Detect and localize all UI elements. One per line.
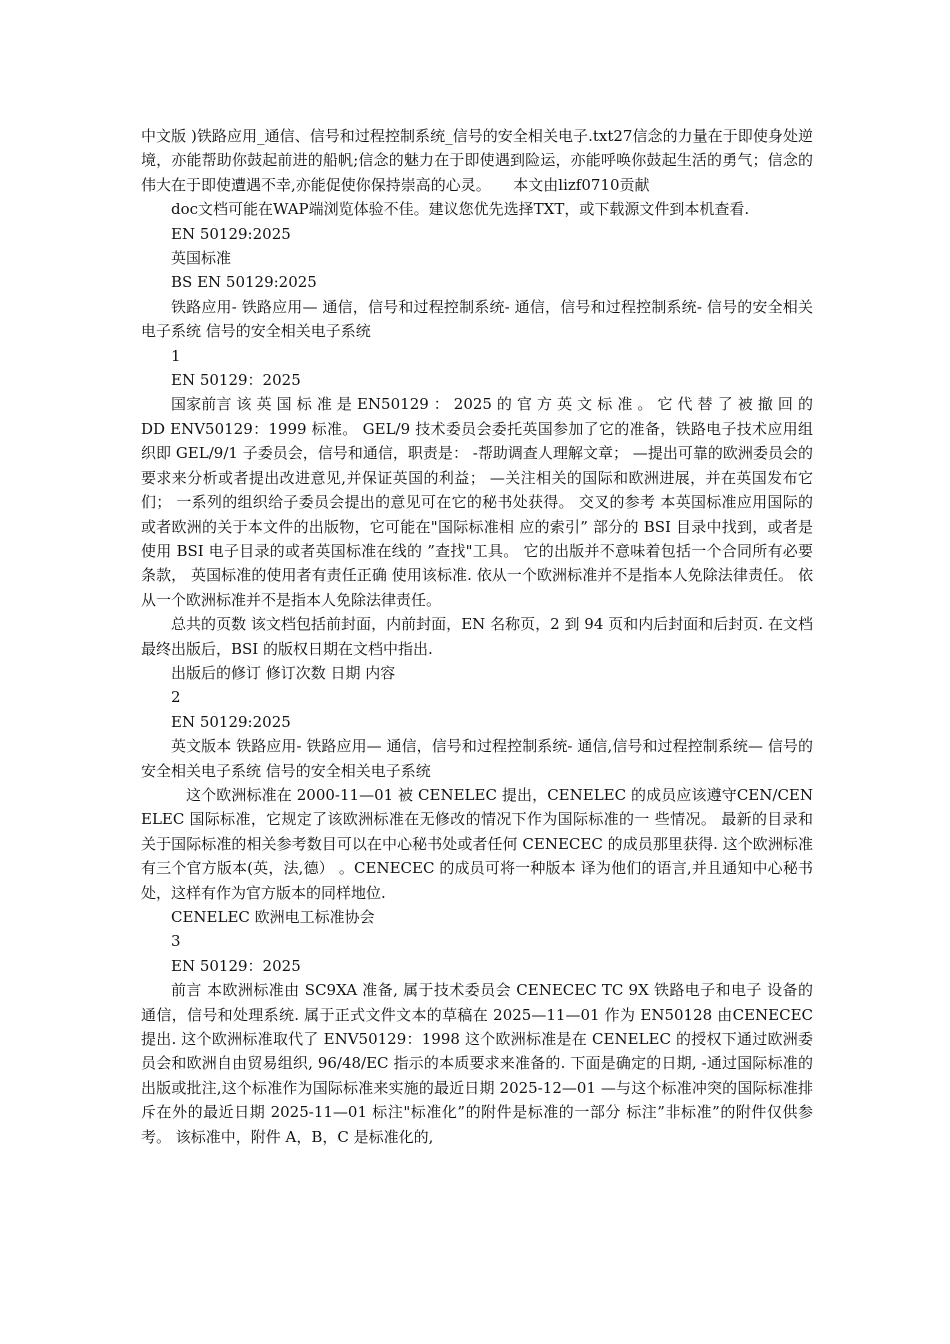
doc-notice-line: doc文档可能在WAP端浏览体验不佳。建议您优先选择TXT，或下载源文件到本机查看.	[171, 200, 750, 219]
page-number-1: 1	[171, 346, 181, 365]
national-foreword-paragraph: 国家前言 该 英 国 标 准 是 EN50129 ： 2025 的 官 方 英 文 标 准 。 它 代 替 了 被 撤 回 的 DD ENV50129：1999 标准。 GEL/9 技术委员会委托英国参加了它的准备，铁路电子技术应用组织即 GEL/9/1 子委员会，信号和通信，职责是： -帮助调查人理解文章； —提出可靠的欧洲委员会的要求来分析或者提出改进意见,并保证英国的利益； —关注相关的国际和欧洲进展，并在英国发布它们； 一系列的组织给子委员会提出的意见可在它的秘书处获得。 交叉的参考 本英国标准应用国际的或者欧洲的关于本文件的出版物，它可能在"国际标准相 应的索引” 部分的 BSI 目录中找到，或者是使用 BSI 电子目录的或者英国标准在线的 ”查找"工具。 它的出版并不意味着包括一个合同所有必要条款， 英国标准的使用者有责任正确 使用该标准. 依从一个欧洲标准并不是指本人免除法律责任。 依从一个欧洲标准并不是指本人免除法律责任。	[141, 395, 813, 609]
document-body	[141, 124, 813, 1149]
bs-code-line: BS EN 50129:2025	[171, 273, 317, 292]
page-count-paragraph: 总共的页数 该文档包括前封面，内前封面，EN 名称页，2 到 94 页和内后封面和后封页. 在文档最终出版后，BSI 的版权日期在文档中指出.	[141, 615, 813, 658]
standard-code-line: EN 50129：2025	[171, 371, 301, 390]
intro-paragraph: 中文版 )铁路应用_通信、信号和过程控制系统_信号的安全相关电子.txt27信念的力量在于即使身处逆境，亦能帮助你鼓起前进的船帆;信念的魅力在于即使遇到险运，亦能呼唤你鼓起生活的勇气；信念的伟大在于即使遭遇不幸,亦能促使你保持崇高的心灵。 本文由lizf0710贡献	[141, 127, 813, 194]
standard-code-line: EN 50129:2025	[171, 712, 291, 731]
english-version-paragraph: 英文版本 铁路应用- 铁路应用— 通信，信号和过程控制系统- 通信,信号和过程控制系统— 信号的安全相关电子系统 信号的安全相关电子系统	[141, 737, 813, 780]
page-number-2: 2	[171, 688, 181, 707]
standard-code-line: EN 50129：2025	[171, 956, 301, 975]
foreword-paragraph: 前言 本欧洲标准由 SC9XA 准备, 属于技术委员会 CENECEC TC 9X 铁路电子和电子 设备的通信，信号和处理系统. 属于正式文件文本的草稿在 2025—11—01 作为 EN50128 由CENECEC 提出. 这个欧洲标准取代了 ENV50129：1998 这个欧洲标准是在 CENELEC 的授权下通过欧洲委员会和欧洲自由贸易组织, 96/48/EC 指示的本质要求来准备的. 下面是确定的日期, -通过国际标准的出版或批注,这个标准作为国际标准来实施的最近日期 2025-12—01 —与这个标准冲突的国际标准排斥在外的最近日期 2025-11—01 标注"标准化”的附件是标准的一部分 标注”非标准”的附件仅供参考。 该标准中，附件 A，B，C 是标准化的,	[141, 981, 813, 1146]
cenelec-approval-paragraph: 这个欧洲标准在 2000-11—01 被 CENELEC 提出，CENELEC 的成员应该遵守CEN/CENELEC 国际标准，它规定了该欧洲标准在无修改的情况下作为国际标准的一 些情况。 最新的目录和关于国际标准的相关参考数目可以在中心秘书处或者任何 CENECEC 的成员那里获得. 这个欧洲标准有三个官方版本(英，法,德） 。CENECEC 的成员可将一种版本 译为他们的语言,并且通知中心秘书处，这样有作为官方版本的同样地位.	[141, 785, 813, 902]
amendments-line: 出版后的修订 修订次数 日期 内容	[171, 663, 396, 682]
cenelec-line: CENELEC 欧洲电工标准协会	[171, 908, 375, 926]
document-title-paragraph: 铁路应用- 铁路应用— 通信，信号和过程控制系统- 通信，信号和过程控制系统- 信号的安全相关电子系统 信号的安全相关电子系统	[141, 297, 813, 341]
standard-code-line: EN 50129:2025	[171, 224, 291, 243]
british-standard-heading: 英国标准	[171, 249, 232, 268]
page-number-3: 3	[171, 932, 181, 951]
